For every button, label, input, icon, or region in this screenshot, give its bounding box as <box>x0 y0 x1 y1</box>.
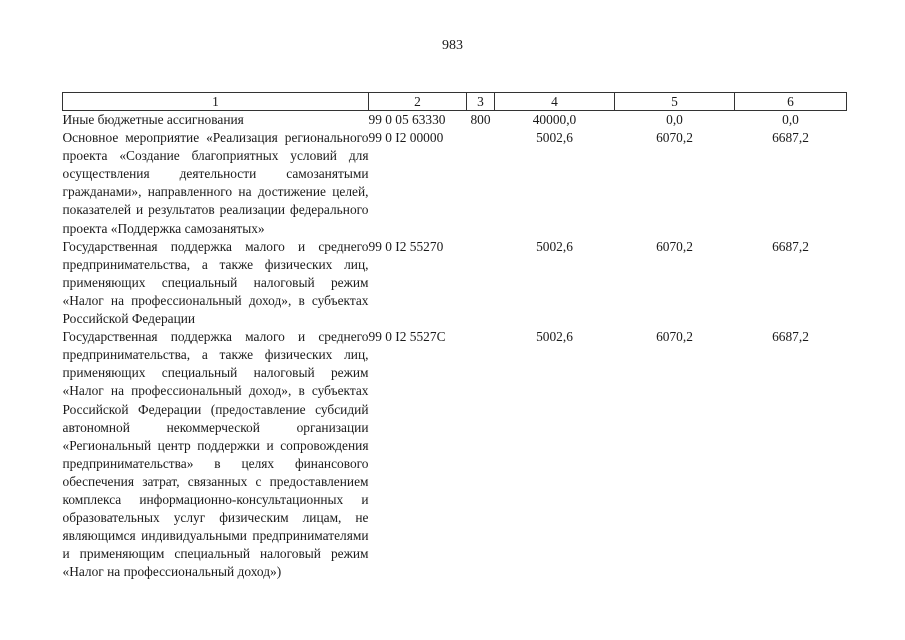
row-value-col4: 5002,6 <box>536 238 573 254</box>
row-value-col5: 0,0 <box>666 112 683 127</box>
table-row <box>63 129 847 238</box>
table-body <box>63 111 847 582</box>
table-row <box>63 238 847 328</box>
budget-table <box>62 92 847 581</box>
row-expense-type <box>467 328 495 581</box>
row-expense-type: 800 <box>470 112 491 127</box>
row-value-col4: 40000,0 <box>532 112 577 127</box>
row-expense-type <box>467 238 495 328</box>
row-name: Государственная поддержка малого и среднего предпринимательства, а также физических лиц, применяющих специальный налоговый режим «Налог на профессиональный доход», в субъектах Российской Федерации (предоставление субсидий автономной некоммерческой организации «Региональный центр поддержки и сопровождения предпринимательства» в целях финансового обеспечения затрат, связанных с предоставлением комплекса информационно-консультационных и образовательных услуг физическим лицам, не являющимся индивидуальными предпринимателями и применяющим специальный налоговый режим «Налог на профессиональный доход») <box>62 329 369 580</box>
row-name: Основное мероприятие «Реализация регионального проекта «Создание благоприятных условий для осуществления деятельности самозанятыми гражданами», направленного на достижение целей, показателей и результатов реализации федерального проекта «Поддержка самозанятых» <box>62 130 369 236</box>
row-value-col5: 6070,2 <box>656 238 693 254</box>
table-header <box>63 93 847 111</box>
row-value-col4: 5002,6 <box>536 130 573 146</box>
row-expense-type <box>467 129 495 238</box>
row-value-col6: 6687,2 <box>772 130 809 146</box>
table-row <box>63 111 847 130</box>
header-col-1: 1 <box>63 93 369 111</box>
row-code: 99 0 I2 55270 <box>368 238 444 254</box>
header-col-2: 2 <box>369 93 467 111</box>
row-code: 99 0 05 63330 <box>368 112 446 127</box>
row-value-col6: 6687,2 <box>772 329 809 345</box>
row-name: Иные бюджетные ассигнования <box>62 112 244 127</box>
row-code: 99 0 I2 00000 <box>368 130 444 146</box>
header-row <box>63 93 847 111</box>
header-col-4: 4 <box>495 93 615 111</box>
row-value-col4: 5002,6 <box>536 329 573 345</box>
header-col-3: 3 <box>467 93 495 111</box>
header-col-5: 5 <box>615 93 735 111</box>
header-col-6: 6 <box>735 93 847 111</box>
row-value-col6: 6687,2 <box>772 238 809 254</box>
row-value-col5: 6070,2 <box>656 130 693 146</box>
row-value-col5: 6070,2 <box>656 329 693 345</box>
row-name: Государственная поддержка малого и среднего предпринимательства, а также физических лиц, применяющих специальный налоговый режим «Налог на профессиональный доход», в субъектах Российской Федерации <box>62 238 369 327</box>
page-number: 983 <box>442 38 463 53</box>
row-code: 99 0 I2 5527C <box>368 329 446 345</box>
table-row <box>63 328 847 581</box>
row-value-col6: 0,0 <box>782 112 799 127</box>
